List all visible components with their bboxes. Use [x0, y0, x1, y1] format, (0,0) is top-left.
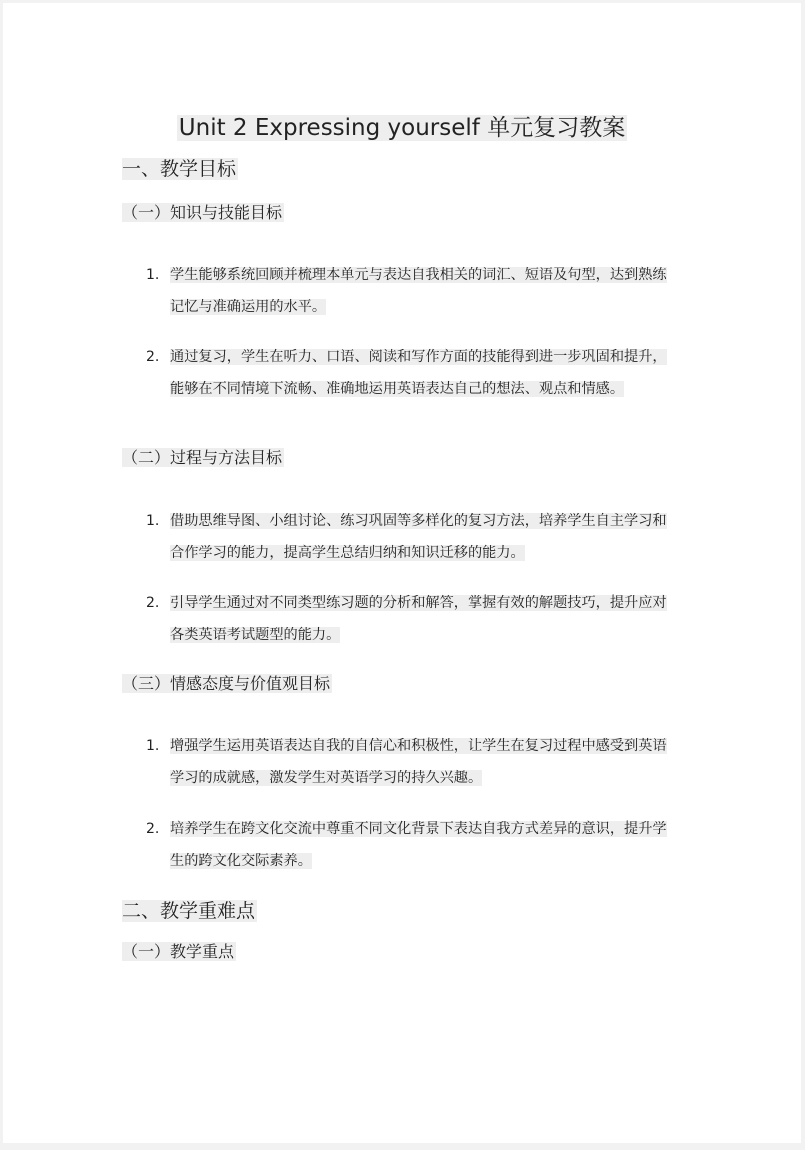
- list-item: [146, 587, 678, 651]
- list-item-text: 引导学生通过对不同类型练习题的分析和解答，掌握有效的解题技巧，提升应对各类英语考试题型的能力。: [170, 595, 667, 643]
- subsection-heading-key-points: [122, 940, 236, 964]
- list-item-number: 1.: [146, 267, 160, 283]
- list-item-number: 1.: [146, 513, 160, 529]
- list-item-text: 培养学生在跨文化交流中尊重不同文化背景下表达自我方式差异的意识，提升学生的跨文化交际素养。: [170, 821, 667, 869]
- document-title-text: Unit 2 Expressing yourself 单元复习教案: [178, 115, 626, 141]
- section-heading-teaching-objectives: [122, 155, 238, 183]
- list-item-number: 1.: [146, 738, 160, 754]
- list-item-text: 增强学生运用英语表达自我的自信心和积极性，让学生在复习过程中感受到英语学习的成就感，激发学生对英语学习的持久兴趣。: [170, 738, 667, 786]
- subsection-heading-text: （二）过程与方法目标: [122, 448, 283, 467]
- section-heading-text: 二、教学重难点: [122, 900, 256, 922]
- list-item-number: 2.: [146, 821, 160, 837]
- list-item-text: 通过复习，学生在听力、口语、阅读和写作方面的技能得到进一步巩固和提升，能够在不同情境下流畅、准确地运用英语表达自己的想法、观点和情感。: [170, 349, 667, 397]
- section-heading-key-difficult-points: [122, 897, 257, 925]
- subsection-heading-text: （一）知识与技能目标: [122, 203, 283, 222]
- subsection-heading-process-methods: [122, 446, 284, 470]
- subsection-heading-knowledge-skills: [122, 201, 284, 225]
- list-item-number: 2.: [146, 595, 160, 611]
- document-title: [3, 111, 801, 145]
- subsection-heading-attitudes-values: [122, 672, 332, 696]
- list-item: [146, 259, 678, 323]
- subsection-heading-text: （三）情感态度与价值观目标: [122, 674, 331, 693]
- list-item: [146, 813, 678, 877]
- document-page: [3, 3, 801, 1143]
- list-item-text: 学生能够系统回顾并梳理本单元与表达自我相关的词汇、短语及句型，达到熟练记忆与准确运用的水平。: [170, 267, 667, 315]
- subsection-heading-text: （一）教学重点: [122, 942, 235, 961]
- section-heading-text: 一、教学目标: [122, 158, 237, 180]
- list-item: [146, 505, 678, 569]
- list-item: [146, 341, 678, 405]
- list-item: [146, 730, 678, 794]
- list-item-text: 借助思维导图、小组讨论、练习巩固等多样化的复习方法，培养学生自主学习和合作学习的能力，提高学生总结归纳和知识迁移的能力。: [170, 513, 667, 561]
- list-item-number: 2.: [146, 349, 160, 365]
